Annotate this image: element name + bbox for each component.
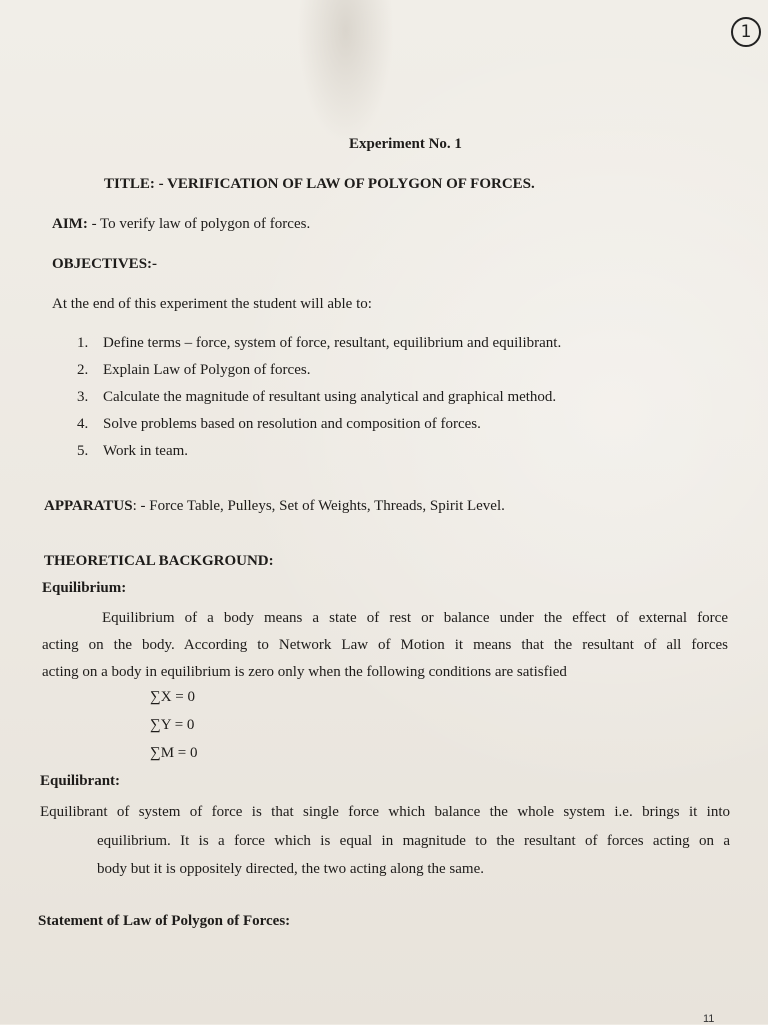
list-item <box>77 415 561 442</box>
statement-heading: Statement of Law of Polygon of Forces: <box>38 913 291 929</box>
apparatus-label: APPARATUS <box>44 498 133 514</box>
list-item-text: Explain Law of Polygon of forces. <box>103 362 311 378</box>
theoretical-background-heading: THEORETICAL BACKGROUND: <box>44 553 274 569</box>
list-item <box>77 361 561 388</box>
list-item-text: Solve problems based on resolution and composition of forces. <box>103 416 481 432</box>
equilibrant-paragraph-line: body but it is oppositely directed, the two acting along the same. <box>97 861 485 877</box>
equilibrium-heading: Equilibrium: <box>42 580 127 596</box>
page-number-text: 1 <box>740 22 752 42</box>
equilibrium-condition: ∑X = 0 <box>150 689 195 705</box>
list-item <box>77 388 561 415</box>
equilibrium-paragraph-line: Equilibrium of a body means a state of rest or balance under the effect of external force <box>102 610 728 626</box>
list-item-text: Work in team. <box>103 443 189 459</box>
list-item-number: 4. <box>77 416 89 432</box>
footer-page-number: 11 <box>703 1013 715 1025</box>
aim-text: - To verify law of polygon of forces. <box>87 216 311 232</box>
equilibrant-paragraph-line: equilibrium. It is a force which is equal in magnitude to the resultant of forces acting on a <box>97 833 730 849</box>
objectives-heading: OBJECTIVES:- <box>52 256 158 272</box>
list-item-number: 2. <box>77 362 89 378</box>
equilibrant-paragraph-line: Equilibrant of system of force is that single force which balance the whole system i.e. brings it into <box>40 804 730 820</box>
experiment-number: Experiment No. 1 <box>349 136 462 152</box>
objectives-list <box>77 334 561 469</box>
equilibrium-paragraph-line: acting on the body. According to Network Law of Motion it means that the resultant of all forces <box>42 637 728 653</box>
apparatus-line <box>44 497 505 515</box>
page-number-marker <box>731 17 761 47</box>
equilibrium-condition: ∑Y = 0 <box>150 717 195 733</box>
equilibrant-heading: Equilibrant: <box>40 773 121 789</box>
experiment-title: TITLE: - VERIFICATION OF LAW OF POLYGON OF FORCES. <box>104 176 535 192</box>
aim-line <box>52 215 310 233</box>
equilibrium-paragraph-line: acting on a body in equilibrium is zero only when the following conditions are satisfied <box>42 664 567 680</box>
list-item-number: 5. <box>77 443 89 459</box>
list-item-number: 1. <box>77 335 89 351</box>
list-item <box>77 442 561 469</box>
objectives-intro: At the end of this experiment the student will able to: <box>52 296 372 312</box>
apparatus-text: : - Force Table, Pulleys, Set of Weights, Threads, Spirit Level. <box>132 498 505 514</box>
list-item-text: Calculate the magnitude of resultant using analytical and graphical method. <box>103 389 557 405</box>
list-item <box>77 334 561 361</box>
list-item-number: 3. <box>77 389 89 405</box>
equilibrium-condition: ∑M = 0 <box>150 745 198 761</box>
aim-label: AIM: <box>52 216 88 232</box>
list-item-text: Define terms – force, system of force, resultant, equilibrium and equilibrant. <box>103 335 562 351</box>
